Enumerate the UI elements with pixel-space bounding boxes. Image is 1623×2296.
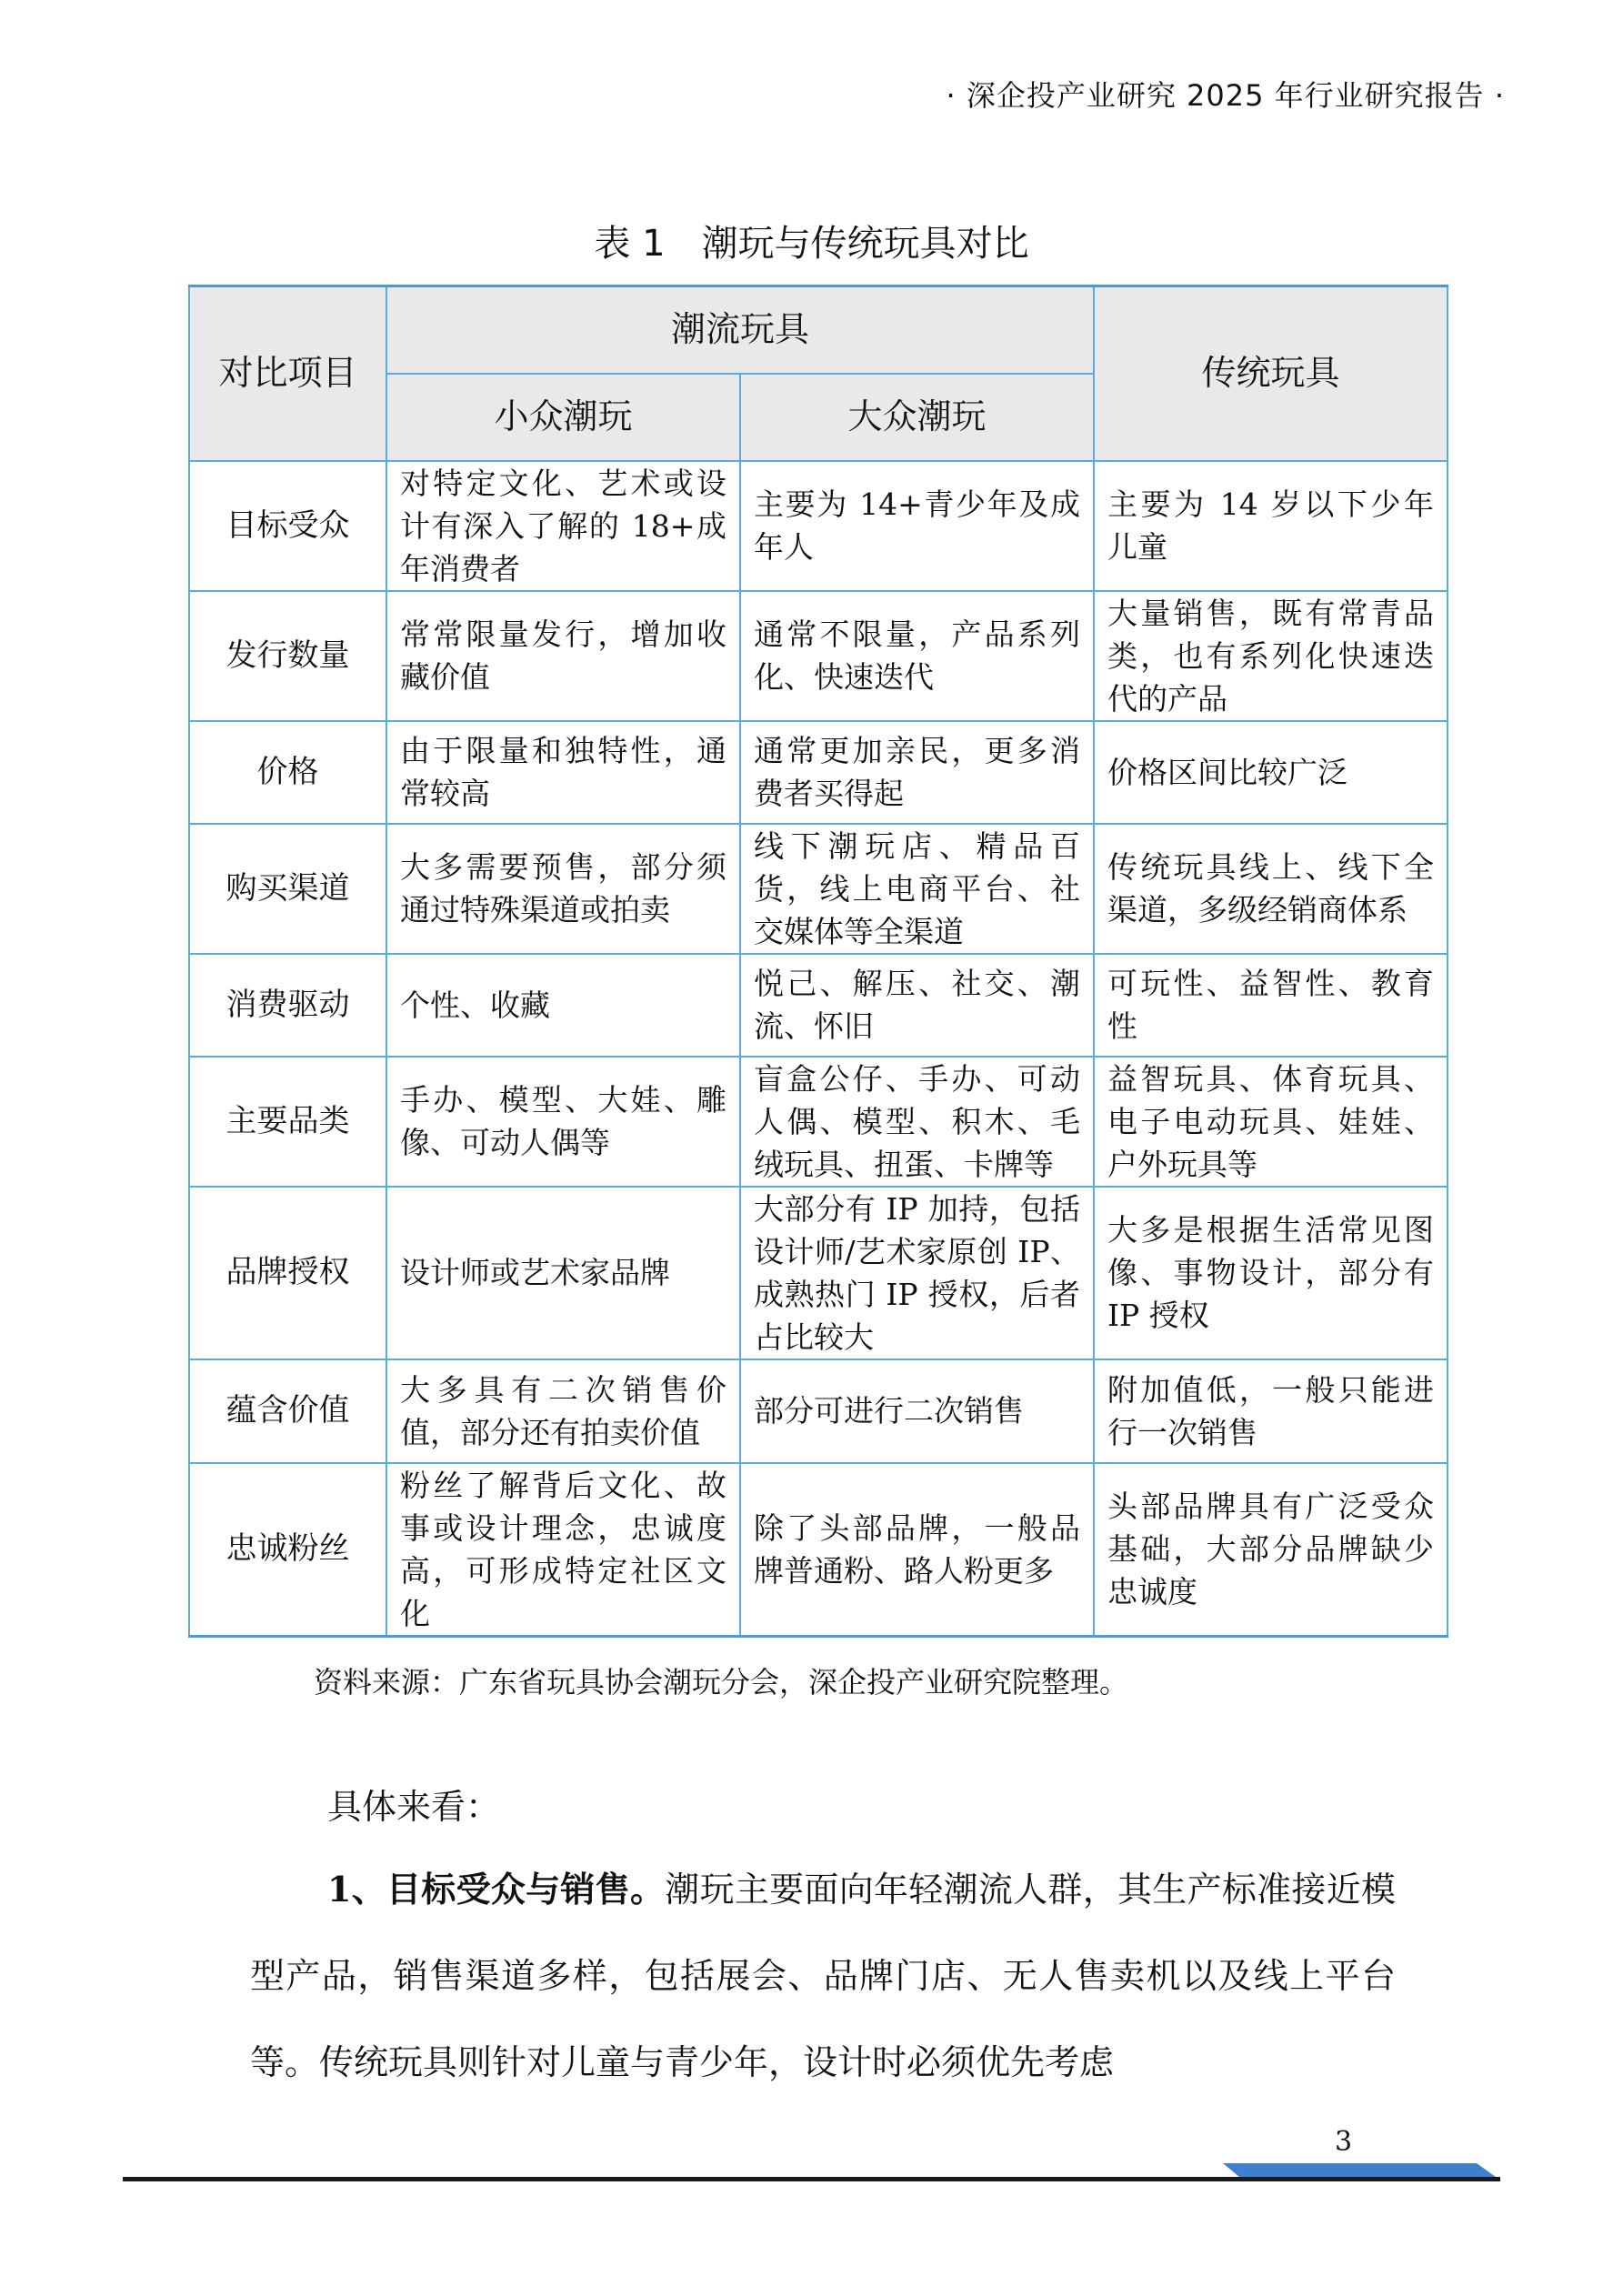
footer-accent-tab [1223,2163,1496,2177]
cell-mass: 通常更加亲民，更多消费者买得起 [740,721,1094,824]
cell-traditional: 可玩性、益智性、教育性 [1094,954,1448,1057]
cell-mass: 通常不限量，产品系列化、快速迭代 [740,591,1094,721]
cell-traditional: 价格区间比较广泛 [1094,721,1448,824]
paragraph-intro: 具体来看： [327,1787,501,1827]
table-row [189,721,1448,824]
page-number: 3 [1335,2126,1353,2158]
table-title: 潮玩与传统玩具对比 [701,223,1029,265]
cell-mass: 悦己、解压、社交、潮流、怀旧 [740,954,1094,1057]
cell-traditional: 主要为 14 岁以下少年儿童 [1094,461,1448,591]
row-item: 价格 [189,721,386,824]
table-row [189,1359,1448,1463]
row-item: 购买渠道 [189,824,386,954]
cell-traditional: 头部品牌具有广泛受众基础，大部分品牌缺少忠诚度 [1094,1463,1448,1637]
cell-niche: 手办、模型、大娃、雕像、可动人偶等 [386,1057,740,1187]
paragraph-body [250,1846,1396,2106]
row-item: 消费驱动 [189,954,386,1057]
row-item: 忠诚粉丝 [189,1463,386,1637]
cell-niche: 设计师或艺术家品牌 [386,1187,740,1359]
table-row [189,954,1448,1057]
footer-rule [123,2177,1500,2181]
row-item: 目标受众 [189,461,386,591]
cell-niche: 大多具有二次销售价值，部分还有拍卖价值 [386,1359,740,1463]
cell-traditional: 附加值低，一般只能进行一次销售 [1094,1359,1448,1463]
table-row [189,824,1448,954]
header-item: 对比项目 [189,286,386,461]
table-row [189,461,1448,591]
header-mass: 大众潮玩 [740,374,1094,461]
cell-mass: 大部分有 IP 加持，包括设计师/艺术家原创 IP、成熟热门 IP 授权，后者占比较大 [740,1187,1094,1359]
cell-mass: 部分可进行二次销售 [740,1359,1094,1463]
paragraph-heading: 1、目标受众与销售。 [327,1869,666,1910]
cell-traditional: 大多是根据生活常见图像、事物设计，部分有 IP 授权 [1094,1187,1448,1359]
cell-traditional: 大量销售，既有常青品类，也有系列化快速迭代的产品 [1094,591,1448,721]
cell-mass: 线下潮玩店、精品百货，线上电商平台、社交媒体等全渠道 [740,824,1094,954]
cell-traditional: 益智玩具、体育玩具、电子电动玩具、娃娃、户外玩具等 [1094,1057,1448,1187]
cell-niche: 常常限量发行，增加收藏价值 [386,591,740,721]
row-item: 发行数量 [189,591,386,721]
cell-mass: 盲盒公仔、手办、可动人偶、模型、积木、毛绒玩具、扭蛋、卡牌等 [740,1057,1094,1187]
table-row [189,1187,1448,1359]
cell-niche: 个性、收藏 [386,954,740,1057]
table-row [189,591,1448,721]
table-row [189,1463,1448,1637]
header-traditional: 传统玩具 [1094,286,1448,461]
cell-niche: 粉丝了解背后文化、故事或设计理念，忠诚度高，可形成特定社区文化 [386,1463,740,1637]
table-caption [0,215,1623,266]
table-header-row [189,286,1448,374]
cell-niche: 大多需要预售，部分须通过特殊渠道或拍卖 [386,824,740,954]
header-niche: 小众潮玩 [386,374,740,461]
cell-mass: 除了头部品牌，一般品牌普通粉、路人粉更多 [740,1463,1094,1637]
row-item: 品牌授权 [189,1187,386,1359]
cell-traditional: 传统玩具线上、线下全渠道，多级经销商体系 [1094,824,1448,954]
row-item: 主要品类 [189,1057,386,1187]
table-source-note: 资料来源：广东省玩具协会潮玩分会，深企投产业研究院整理。 [314,1665,1129,1699]
comparison-table [188,285,1448,1638]
cell-niche: 由于限量和独特性，通常较高 [386,721,740,824]
page-header: · 深企投产业研究 2025 年行业研究报告 · [946,78,1505,113]
table-number: 表 1 [594,223,666,265]
table-row [189,1057,1448,1187]
header-trendy: 潮流玩具 [386,286,1094,374]
cell-mass: 主要为 14+青少年及成年人 [740,461,1094,591]
row-item: 蕴含价值 [189,1359,386,1463]
paragraph-text: 潮玩主要面向年轻潮流人群，其生产标准接近模型产品，销售渠道多样，包括展会、品牌门店、无人售卖机以及线上平台等。传统玩具则针对儿童与青少年，设计时必须优先考虑 [250,1870,1396,2082]
cell-niche: 对特定文化、艺术或设计有深入了解的 18+成年消费者 [386,461,740,591]
